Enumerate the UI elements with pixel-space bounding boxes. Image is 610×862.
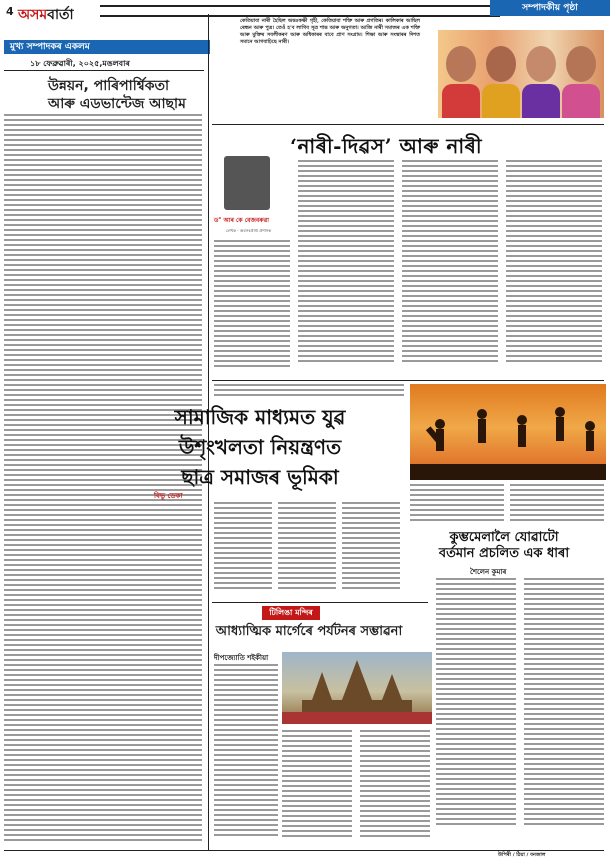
article-author: ড° আৰ কে বেজবৰুৱা	[214, 217, 269, 224]
kumbh-intro-text	[410, 484, 604, 528]
author-caption: লেখক - অবসৰপ্ৰাপ্ত প্ৰশাসক	[226, 228, 272, 233]
portrait-clothing	[442, 84, 480, 118]
temple-author: দীপজ্যোতি শইকীয়া	[214, 653, 269, 662]
youth-silhouette-image	[410, 384, 606, 480]
author-photo	[224, 156, 270, 210]
footer-rule	[4, 850, 604, 851]
portrait	[486, 46, 516, 82]
kumbh-headline	[404, 530, 604, 562]
temple-tag: টিলিঙা মন্দিৰ	[262, 606, 320, 620]
intro-text: কেতিয়াবা নাৰী হৈছিল অন্তঃকক্ষী গৃহী, কেতিয়াবা শক্তি আৰু প্ৰগতিৰ। কালিকাৰ আছিল ৰেন্ধন আৰু পুত্ৰ। তেওঁ হ’ব লাগিব সূত্ৰ শান্ত আৰু অনুগতা। আজি নাৰী সমাজৰ এক শক্তি আৰু মুক্তিৰ সবলীকৰণ আৰু অধিকাৰৰ বাবে প্ৰাণ সংগ্ৰাম। শিক্ষা আৰু সংস্কাৰৰ দিশত সমানে আগবাঢ়িছে নাৰী।	[240, 18, 420, 45]
article-text-lines	[298, 160, 604, 376]
temple-body	[282, 730, 432, 846]
logo-part-1: অসম	[18, 7, 48, 23]
social-headline-line: উশৃংখলতা নিয়ন্ত্ৰণত	[178, 435, 342, 459]
social-author: বিভু ডেকা	[154, 491, 183, 500]
kumbh-headline-line: কুম্ভমেলালৈ যোৱাটো	[449, 530, 559, 545]
portrait	[526, 46, 556, 82]
divider	[212, 380, 604, 381]
portrait-clothing	[562, 84, 600, 118]
editorial-title: উন্নয়ন, পাৰিপাৰ্শ্বিকতা	[48, 78, 170, 94]
portrait-clothing	[482, 84, 520, 118]
temple-headline: আধ্যাত্মিক মাৰ্গেৰে পৰ্যটনৰ সম্ভাৱনা	[215, 624, 403, 639]
article-headline: ‘নাৰী-দিৱস’ আৰু নাৰী	[290, 134, 483, 158]
social-body	[214, 502, 402, 598]
article-body	[298, 160, 604, 376]
divider	[4, 70, 204, 71]
portrait-clothing	[522, 84, 560, 118]
editorial-subtitle: আৰু এডভান্টেজ আছাম	[48, 96, 186, 112]
divider	[212, 602, 428, 603]
logo-part-2: বাৰ্তা	[47, 7, 74, 23]
social-intro-text	[214, 384, 404, 400]
page-number: 4	[6, 5, 14, 18]
header-rule	[100, 5, 500, 17]
portrait	[446, 46, 476, 82]
social-headline-line: সামাজিক মাধ্যমত যুৱ	[174, 405, 346, 429]
editorial-band: মুখ্য সম্পাদকৰ একলম	[4, 40, 210, 54]
kumbh-body	[436, 578, 604, 846]
women-photo-collage	[438, 30, 604, 118]
footer-text: উপিৰী / ঠিয়া / বনজাল	[498, 852, 546, 858]
social-headline-line: ছাত্ৰ সমাজৰ ভূমিকা	[181, 465, 339, 489]
kumbh-headline-line: বৰ্তমান প্ৰচলিত এক ধাৰা	[438, 546, 570, 561]
social-headline	[130, 402, 390, 492]
divider	[212, 124, 604, 125]
article-sidebar-text	[214, 240, 290, 376]
portrait	[566, 46, 596, 82]
newspaper-logo	[18, 3, 74, 27]
sidebar-text-lines	[214, 240, 290, 376]
temple-photo	[282, 652, 432, 724]
temple-body-col1	[214, 664, 278, 846]
editorial-date: ১৮ ফেব্ৰুৱাৰী, ২০২৫,মঙলবাৰ	[30, 59, 130, 68]
kumbh-author: শৈলেন কুমাৰ	[470, 567, 507, 576]
section-tab: সম্পাদকীয় পৃষ্ঠা	[490, 0, 610, 16]
